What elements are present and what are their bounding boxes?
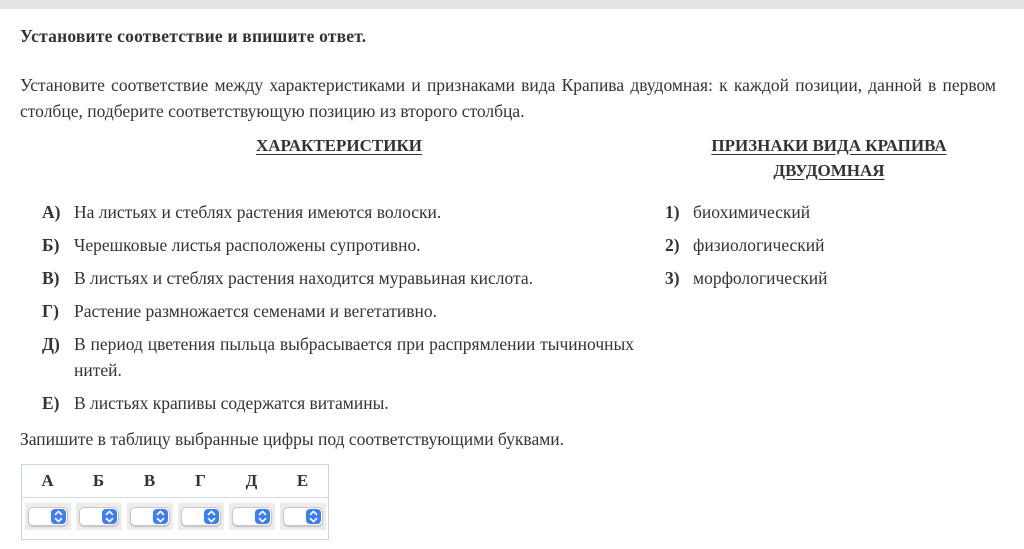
features-header-line2: ДВУДОМНАЯ: [773, 161, 885, 180]
characteristics-header: [20, 133, 658, 185]
item-letter: В): [42, 268, 60, 288]
up-down-stepper-icon[interactable]: [51, 509, 66, 524]
answer-col-header-e: Е: [277, 465, 329, 498]
answer-select-e[interactable]: [283, 507, 323, 526]
answer-table-header-row: [22, 465, 329, 498]
answer-col-header-d: Д: [226, 465, 277, 498]
answer-col-header-b: Б: [73, 465, 124, 498]
option-number: 2): [665, 235, 680, 255]
answer-table-select-row: [22, 498, 329, 540]
up-down-stepper-icon[interactable]: [153, 509, 168, 524]
answer-cell-v: [124, 498, 175, 540]
item-text: В период цветения пыльца выбрасывается при распрямлении тычиночных нитей.: [74, 334, 634, 380]
option-item-2: [658, 232, 1000, 258]
item-text: На листьях и стеблях растения имеются волоски.: [74, 202, 442, 222]
up-down-stepper-icon[interactable]: [204, 509, 219, 524]
characteristics-column: [20, 133, 658, 423]
footer-instruction: Запишите в таблицу выбранные цифры под соответствующими буквами.: [20, 429, 565, 449]
answer-cell-a: [22, 498, 74, 540]
select-field-bg: [178, 503, 224, 530]
answer-select-v[interactable]: [130, 507, 170, 526]
item-text: Черешковые листья расположены супротивно.: [74, 235, 421, 255]
select-field-bg: [25, 503, 71, 530]
list-item-d: [20, 331, 658, 383]
features-column: [658, 133, 1000, 423]
option-text: физиологический: [693, 235, 825, 255]
task-content: [0, 9, 1024, 540]
option-item-3: [658, 265, 1000, 291]
item-text: Растение размножается семенами и вегетативно.: [74, 301, 438, 321]
answer-cell-b: [73, 498, 124, 540]
item-text: В листьях крапивы содержатся витамины.: [74, 393, 389, 413]
answer-select-d[interactable]: [232, 507, 272, 526]
up-down-stepper-icon[interactable]: [102, 509, 117, 524]
select-field-bg: [280, 503, 326, 530]
list-item-v: [20, 265, 658, 291]
list-item-e: [20, 390, 658, 416]
up-down-stepper-icon[interactable]: [306, 509, 321, 524]
matching-columns: [20, 133, 1000, 423]
option-text: биохимический: [693, 202, 811, 222]
answer-cell-g: [175, 498, 226, 540]
characteristics-header-text: ХАРАКТЕРИСТИКИ: [255, 136, 423, 155]
list-item-a: [20, 199, 658, 225]
option-number: 3): [665, 268, 680, 288]
list-item-b: [20, 232, 658, 258]
item-text: В листьях и стеблях растения находится муравьиная кислота.: [74, 268, 534, 288]
task-instruction: Установите соответствие между характеристиками и признаками вида Крапива двудомная: к каждой позиции, данной в первом столбце, подберите соответствующую позицию из второго столбца.: [20, 75, 996, 121]
answer-cell-d: [226, 498, 277, 540]
select-field-bg: [229, 503, 275, 530]
select-field-bg: [127, 503, 173, 530]
top-strip: [0, 0, 1024, 9]
option-number: 1): [665, 202, 680, 222]
item-letter: Б): [42, 235, 60, 255]
answer-col-header-v: В: [124, 465, 175, 498]
item-letter: Г): [42, 301, 59, 321]
answer-cell-e: [277, 498, 329, 540]
answer-select-a[interactable]: [28, 507, 68, 526]
option-text: морфологический: [693, 268, 828, 288]
up-down-stepper-icon[interactable]: [255, 509, 270, 524]
answer-table: [21, 464, 329, 540]
select-field-bg: [76, 503, 122, 530]
answer-select-g[interactable]: [181, 507, 221, 526]
answer-col-header-g: Г: [175, 465, 226, 498]
answer-select-b[interactable]: [79, 507, 119, 526]
option-item-1: [658, 199, 1000, 225]
features-header: [658, 133, 1000, 185]
item-letter: Д): [42, 334, 60, 354]
features-header-line1: ПРИЗНАКИ ВИДА КРАПИВА: [711, 136, 947, 155]
list-item-g: [20, 298, 658, 324]
page-title: Установите соответствие и впишите ответ.: [20, 26, 367, 46]
item-letter: Е): [42, 393, 60, 413]
item-letter: А): [42, 202, 61, 222]
answer-col-header-a: А: [22, 465, 74, 498]
